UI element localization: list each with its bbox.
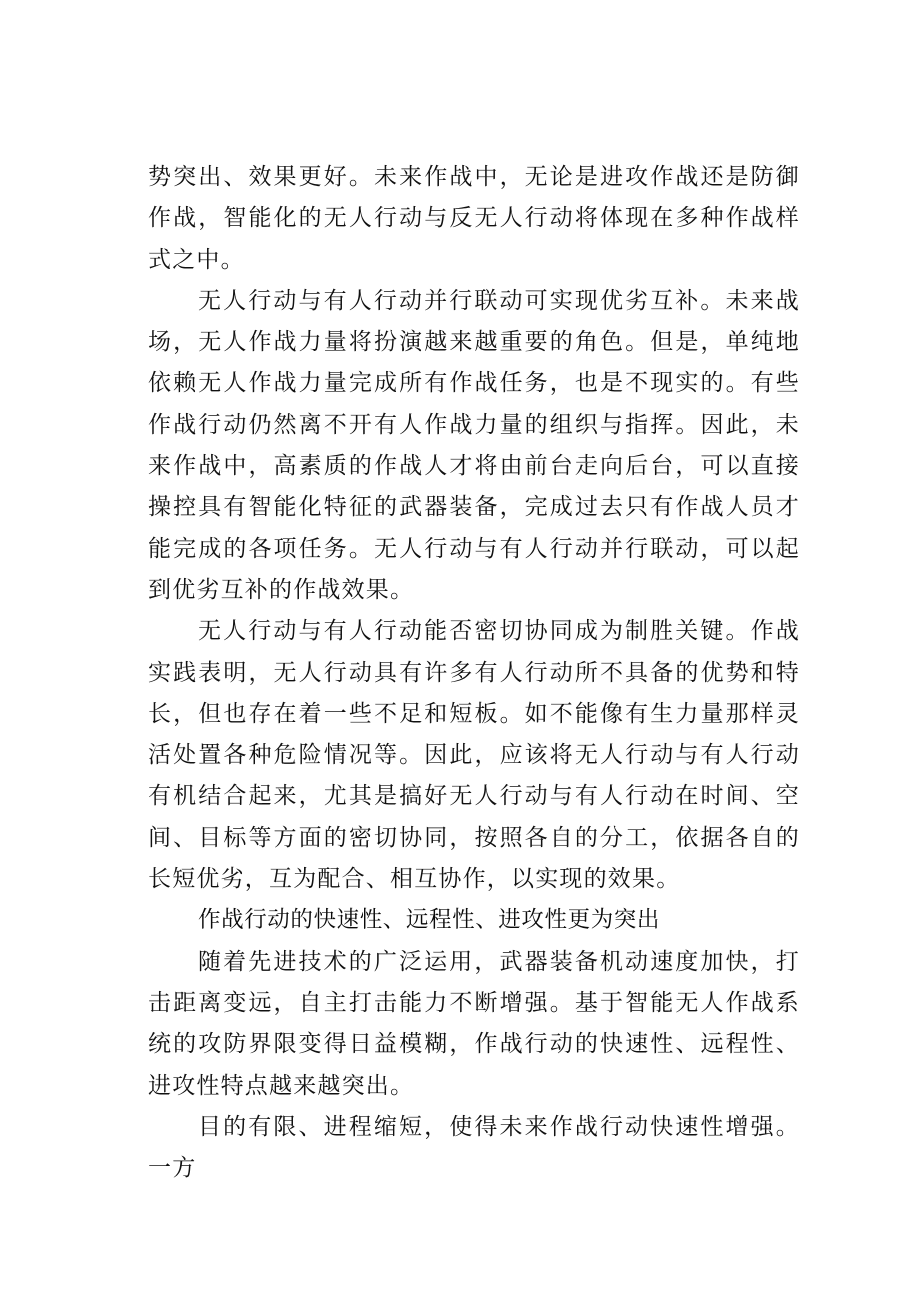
section-heading: 作战行动的快速性、远程性、进攻性更为突出: [198, 907, 661, 934]
paragraph: 无人行动与有人行动能否密切协同成为制胜关键。作战实践表明，无人行动具有许多有人行动所不具备的优势和特长，但也存在着一些不足和短板。如不能像有生力量那样灵活处置各种危险情况等。因此，应该将无人行动与有人行动有机结合起来，尤其是搞好无人行动与有人行动在时间、空间、目标等方面的密切协同，按照各自的分工，依据各自的长短优劣，互为配合、相互协作，以实现的效果。: [148, 618, 800, 893]
paragraph: 势突出、效果更好。未来作战中，无论是进攻作战还是防御作战，智能化的无人行动与反无人行动将体现在多种作战样式之中。: [148, 164, 800, 273]
document-body: [148, 157, 800, 1189]
paragraph: 无人行动与有人行动并行联动可实现优劣互补。未来战场，无人作战力量将扮演越来越重要的角色。但是，单纯地依赖无人作战力量完成所有作战任务，也是不现实的。有些作战行动仍然离不开有人作战力量的组织与指挥。因此，未来作战中，高素质的作战人才将由前台走向后台，可以直接操控具有智能化特征的武器装备，完成过去只有作战人员才能完成的各项任务。无人行动与有人行动并行联动，可以起到优劣互补的作战效果。: [148, 287, 800, 603]
paragraph: 目的有限、进程缩短，使得未来作战行动快速性增强。一方: [148, 1113, 800, 1182]
paragraph: 随着先进技术的广泛运用，武器装备机动速度加快，打击距离变远，自主打击能力不断增强。基于智能无人作战系统的攻防界限变得日益模糊，作战行动的快速性、远程性、进攻性特点越来越突出。: [148, 948, 800, 1099]
